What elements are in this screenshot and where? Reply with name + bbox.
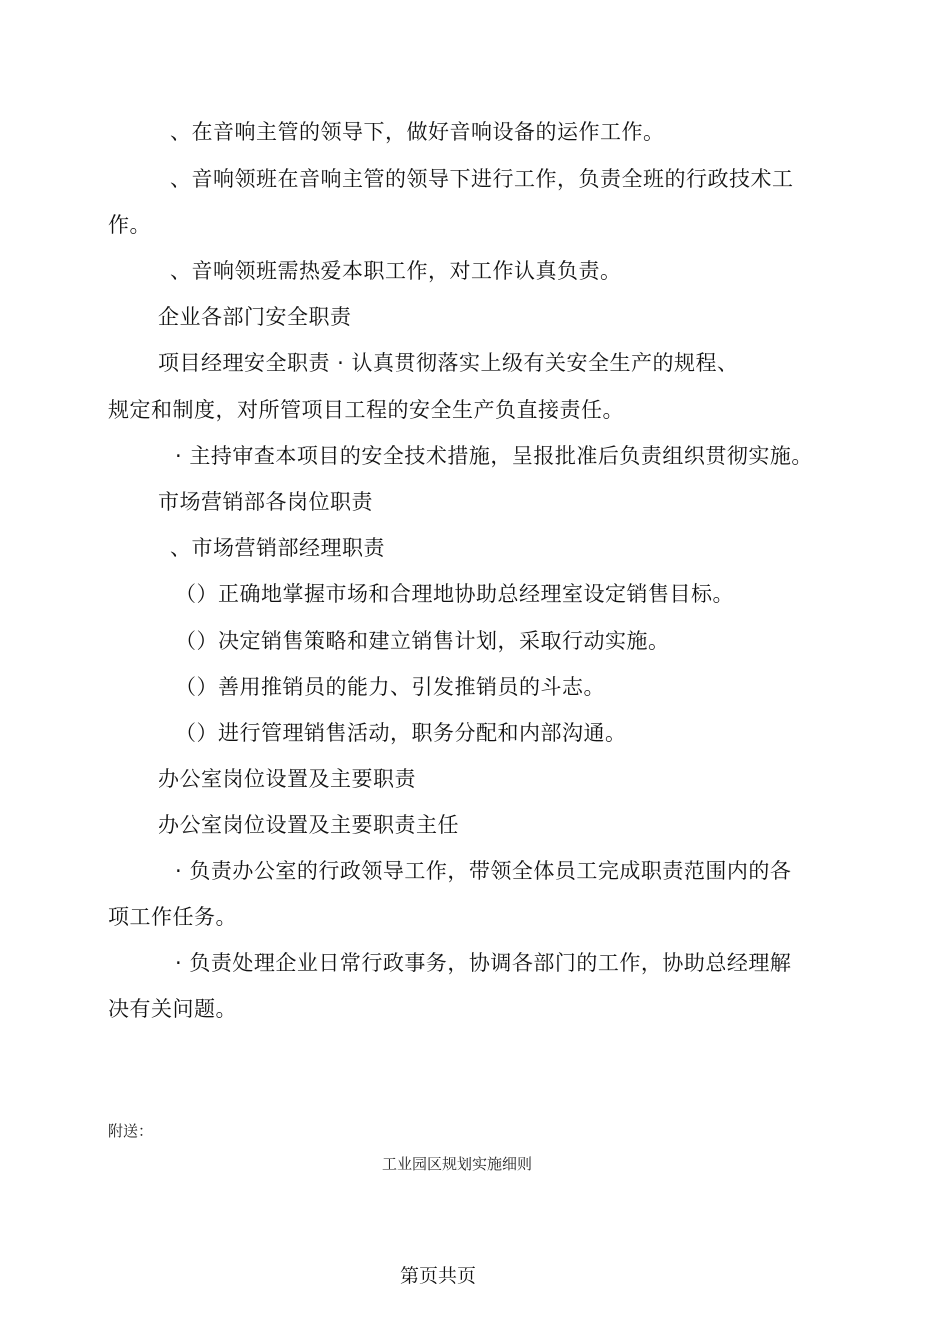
paragraph-line: · 负责办公室的行政领导工作，带领全体员工完成职责范围内的各 (175, 859, 792, 883)
list-item: （）善用推销员的能力、引发推销员的斗志。 (175, 675, 605, 699)
paragraph-line: 规定和制度，对所管项目工程的安全生产负直接责任。 (108, 398, 624, 422)
section-heading: 市场营销部各岗位职责 (158, 490, 373, 514)
page-footer: 第页共页 (400, 1265, 477, 1287)
paragraph-line: 作。 (108, 213, 151, 237)
paragraph-line: · 负责处理企业日常行政事务，协调各部门的工作，协助总经理解 (175, 951, 792, 975)
paragraph-line: 决有关问题。 (108, 997, 237, 1021)
paragraph-line: 、音响领班需热爱本职工作，对工作认真负责。 (170, 259, 622, 283)
subsection-heading: 办公室岗位设置及主要职责主任 (158, 813, 459, 837)
subsection-heading: 、市场营销部经理职责 (170, 536, 385, 560)
appendix-label: 附送： (108, 1122, 154, 1140)
paragraph-line: 、在音响主管的领导下，做好音响设备的运作工作。 (170, 120, 665, 144)
section-heading: 企业各部门安全职责 (158, 305, 352, 329)
paragraph-line: 、音响领班在音响主管的领导下进行工作，负责全班的行政技术工 (170, 167, 794, 191)
list-item: （）决定销售策略和建立销售计划，采取行动实施。 (175, 629, 670, 653)
list-item: （）进行管理销售活动，职务分配和内部沟通。 (175, 721, 627, 745)
list-item: （）正确地掌握市场和合理地协助总经理室设定销售目标。 (175, 582, 734, 606)
section-heading: 办公室岗位设置及主要职责 (158, 767, 416, 791)
paragraph-line: 项目经理安全职责 · 认真贯彻落实上级有关安全生产的规程、 (158, 351, 739, 375)
appendix-title: 工业园区规划实施细则 (382, 1155, 533, 1173)
paragraph-line: · 主持审查本项目的安全技术措施，呈报批准后负责组织贯彻实施。 (175, 444, 813, 468)
paragraph-line: 项工作任务。 (108, 905, 237, 929)
